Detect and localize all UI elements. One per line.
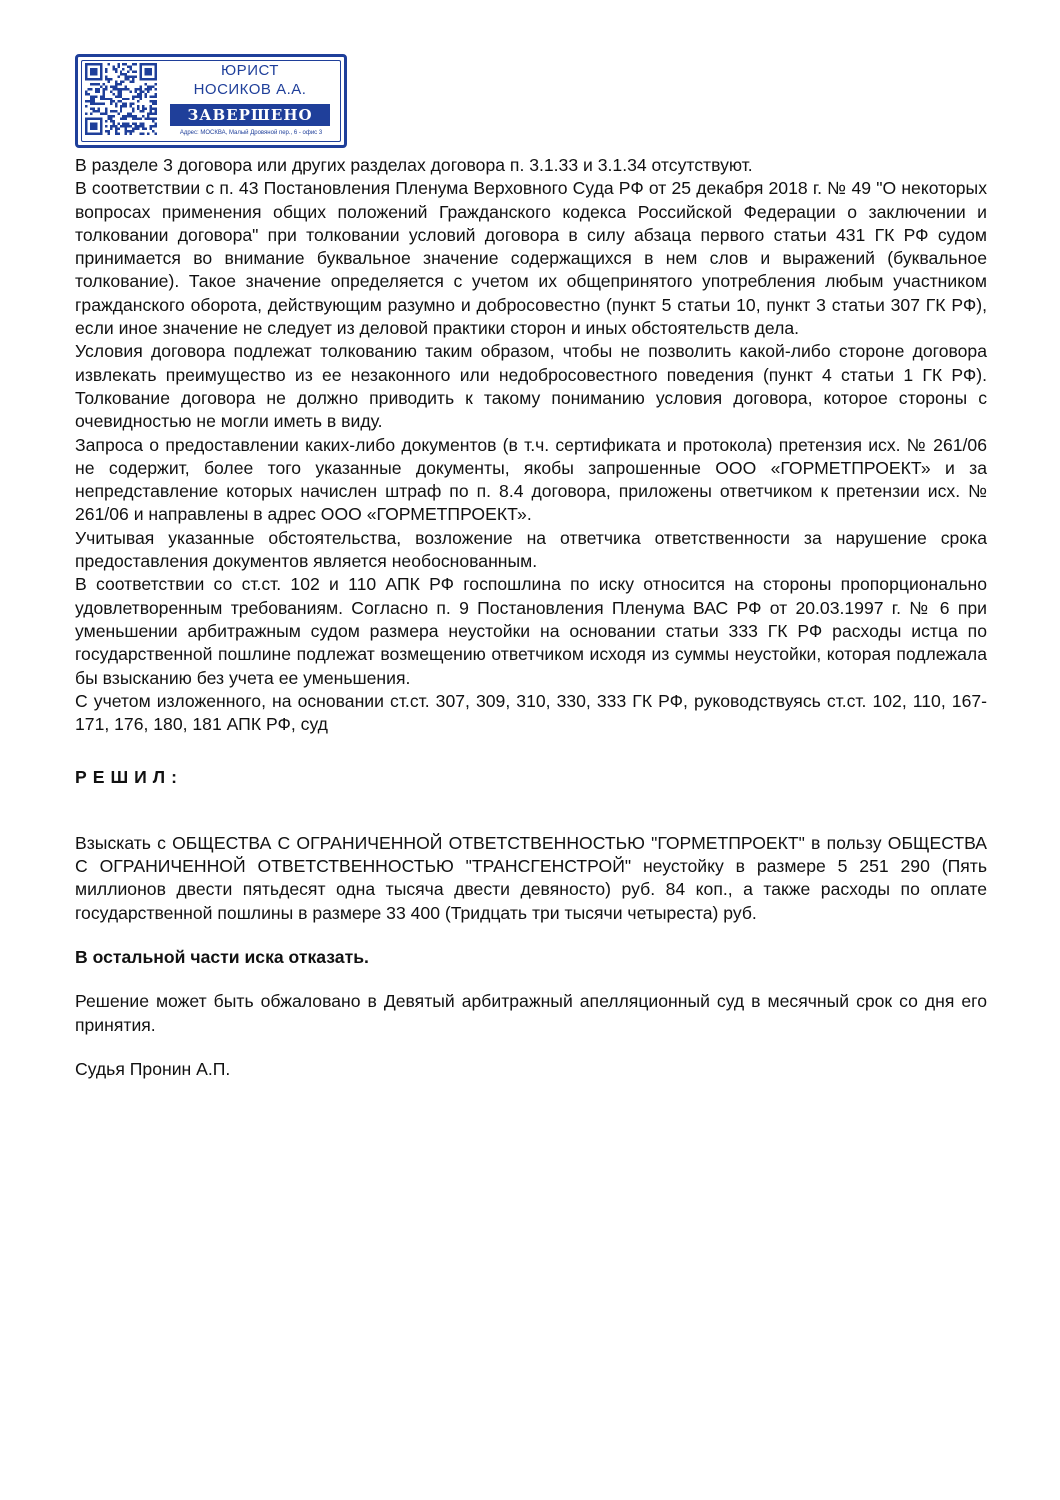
paragraph-2: В соответствии с п. 43 Постановления Пленума Верховного Суда РФ от 25 декабря 2018 г. № 49 "О некоторых вопросах применения общих положений Гражданского кодекса Российской Федерации о заключении и толковании договора" при толковании условий договора в силу абзаца первого статьи 431 ГК РФ судом принимается во внимание буквальное значение содержащихся в нем слов и выражений (буквальное толкование). Такое значение определяется с учетом их общепринятого употребления любым участником гражданского оборота, действующим разумно и добросовестно (пункт 5 статьи 10, пункт 3 статьи 307 ГК РФ), если иное значение не следует из деловой практики сторон и иных обстоятельств дела. — [75, 178, 987, 339]
document-body — [75, 154, 987, 1081]
judge-signature: Судья Пронин А.П. — [75, 1058, 231, 1079]
appeal-text: Решение может быть обжаловано в Девятый арбитражный апелляционный суд в месячный срок со дня его принятия. — [75, 991, 987, 1035]
stamp-name: НОСИКОВ А.А. — [193, 81, 307, 98]
stamp-status-badge: ЗАВЕРШЕНО — [170, 104, 330, 126]
paragraph-1: В разделе 3 договора или других разделах договора п. 3.1.33 и 3.1.34 отсутствуют. — [75, 155, 753, 175]
paragraph-6: В соответствии со ст.ст. 102 и 110 АПК РФ госпошлина по иску относится на стороны пропорционально удовлетворенным требованиям. Согласно п. 9 Постановления Пленума ВАС РФ от 20.03.1997 г. № 6 при уменьшении арбитражным судом размера неустойки на основании статьи 333 ГК РФ расходы истца по государственной пошлине подлежат возмещению ответчиком исходя из суммы неустойки, которая подлежала бы взысканию без учета ее уменьшения. — [75, 574, 987, 688]
qr-code-icon — [85, 63, 157, 135]
refusal-text: В остальной части иска отказать. — [75, 946, 369, 967]
paragraph-4: Запроса о предоставлении каких-либо документов (в т.ч. сертификата и протокола) претензия исх. № 261/06 не содержит, более того указанные документы, якобы запрошенные ООО «ГОРМЕТПРОЕКТ» и за непредставление которых начислен штраф по п. 8.4 договора, приложены ответчиком к претензии исх. № 261/06 и направлены в адрес ООО «ГОРМЕТПРОЕКТ». — [75, 434, 987, 525]
decision-heading: РЕШИЛ: — [75, 767, 183, 788]
stamp-title: ЮРИСТ — [221, 62, 279, 79]
lawyer-stamp — [75, 54, 347, 148]
stamp-address: Адрес: МОСКВА, Малый Дровяной пер., 6 - офис 3 — [179, 130, 323, 136]
decision-text: Взыскать с ОБЩЕСТВА С ОГРАНИЧЕННОЙ ОТВЕТСТВЕННОСТЬЮ "ГОРМЕТПРОЕКТ" в пользу ОБЩЕСТВА С ОГРАНИЧЕННОЙ ОТВЕТСТВЕННОСТЬЮ "ТРАНСГЕНСТРОЙ" неустойку в размере 5 251 290 (Пять миллионов двести пятьдесят одна тысяча двести девяносто) руб. 84 коп., а также расходы по оплате государственной пошлины в размере 33 400 (Тридцать три тысячи четыреста) руб. — [75, 832, 987, 923]
paragraph-3: Условия договора подлежат толкованию таким образом, чтобы не позволить какой-либо стороне договора извлекать преимущество из ее незаконного или недобросовестного поведения (пункт 4 статьи 1 ГК РФ). Толкование договора не должно приводить к такому пониманию условия договора, которое стороны с очевидностью не могли иметь в виду. — [75, 341, 987, 432]
paragraph-5: Учитывая указанные обстоятельства, возложение на ответчика ответственности за нарушение срока предоставления документов является необоснованным. — [75, 527, 987, 572]
paragraph-7: С учетом изложенного, на основании ст.ст. 307, 309, 310, 330, 333 ГК РФ, руководствуясь ст.ст. 102, 110, 167-171, 176, 180, 181 АПК РФ, суд — [75, 690, 987, 735]
